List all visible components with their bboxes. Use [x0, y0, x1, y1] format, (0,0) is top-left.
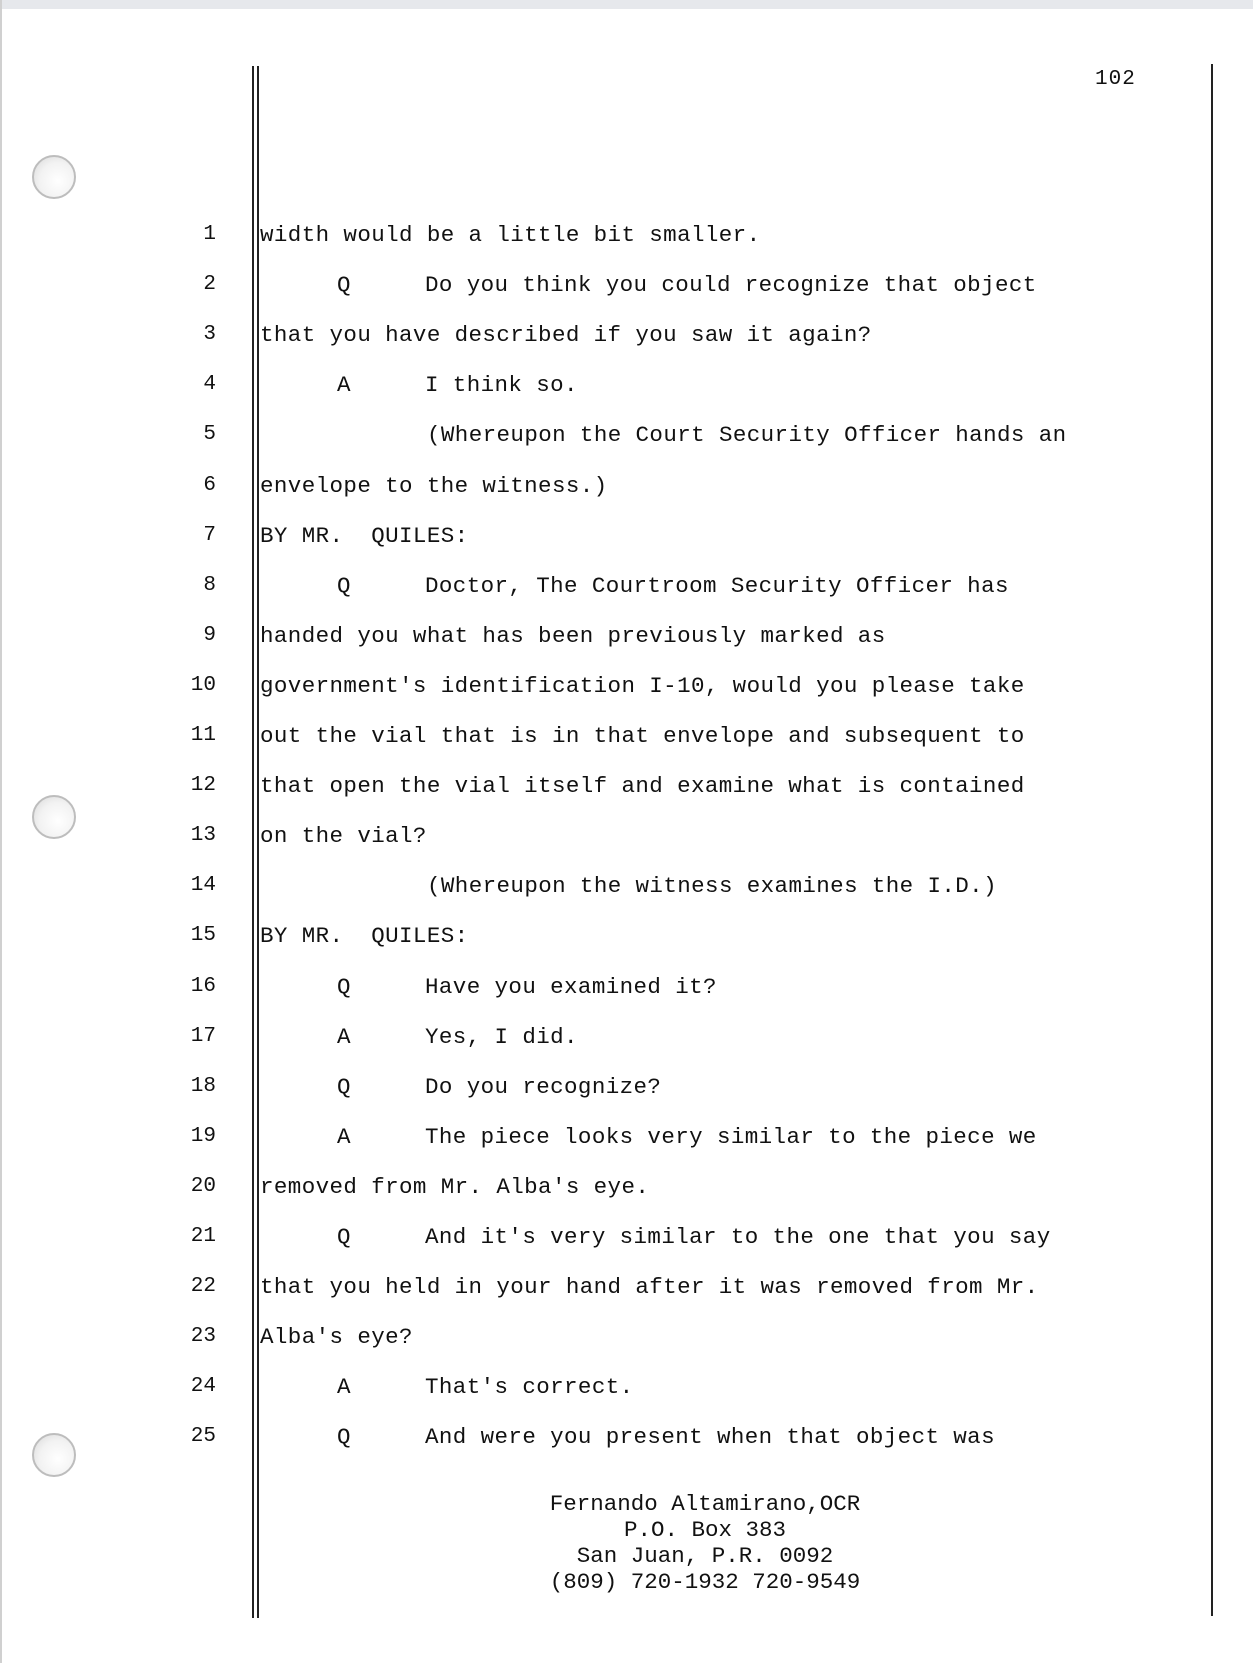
line-number: 20 — [190, 1174, 216, 1198]
punch-hole-top — [32, 155, 76, 199]
page-number: 102 — [1095, 68, 1136, 91]
speaker-marker: A — [337, 1123, 351, 1150]
speaker-marker: Q — [337, 1424, 351, 1451]
line-number: 25 — [190, 1425, 216, 1449]
speaker-marker: A — [337, 1023, 351, 1050]
reporter-address: P.O. Box 383 — [623, 1517, 787, 1543]
transcript-line — [0, 1167, 1253, 1207]
line-number: 2 — [203, 273, 216, 297]
line-number: 3 — [203, 323, 216, 347]
line-text: And were you present when that object was — [425, 1424, 995, 1451]
line-number: 4 — [203, 373, 216, 397]
line-number: 23 — [190, 1325, 216, 1349]
line-number: 6 — [203, 473, 216, 497]
line-text: That's correct. — [425, 1374, 634, 1401]
line-text: Do you recognize? — [425, 1073, 662, 1100]
line-text: Have you examined it? — [425, 973, 717, 1000]
transcript-line — [0, 415, 1253, 455]
transcript-line — [0, 766, 1253, 806]
transcript-line — [0, 1017, 1253, 1057]
speaker-marker: Q — [337, 1073, 351, 1100]
parenthetical-remark: (Whereupon the witness examines the I.D.) — [427, 873, 997, 900]
line-text: handed you what has been previously marked as — [260, 622, 886, 649]
line-text: that you held in your hand after it was removed from Mr. — [260, 1274, 1039, 1301]
line-text: width would be a little bit smaller. — [260, 222, 761, 248]
speaker-marker: A — [337, 1374, 351, 1401]
line-number: 24 — [190, 1375, 216, 1399]
line-number: 18 — [190, 1074, 216, 1098]
transcript-line — [0, 466, 1253, 506]
line-text: And it's very similar to the one that you say — [425, 1224, 1051, 1250]
line-text: Doctor, The Courtroom Security Officer has — [425, 572, 1009, 599]
transcript-line — [0, 1317, 1253, 1357]
transcript-line — [0, 1217, 1253, 1257]
line-number: 22 — [190, 1275, 216, 1299]
transcript-line — [0, 967, 1253, 1007]
line-number: 16 — [190, 974, 216, 998]
line-number: 14 — [190, 874, 216, 898]
line-text: Yes, I did. — [425, 1023, 578, 1050]
transcript-line — [0, 265, 1253, 305]
reporter-footer — [430, 1491, 980, 1595]
line-number: 9 — [203, 623, 216, 647]
line-number: 21 — [190, 1225, 216, 1248]
line-text: BY MR. QUILES: — [260, 923, 469, 950]
line-text: removed from Mr. Alba's eye. — [260, 1173, 650, 1200]
transcript-line — [0, 866, 1253, 906]
line-number: 15 — [190, 924, 216, 948]
line-text: out the vial that is in that envelope and subsequent to — [260, 723, 1025, 749]
reporter-name: Fernando Altamirano,OCR — [549, 1491, 861, 1517]
line-number: 7 — [203, 523, 216, 547]
transcript-line — [0, 616, 1253, 656]
transcript-line — [0, 1267, 1253, 1307]
line-text: Alba's eye? — [260, 1324, 413, 1351]
transcript-line — [0, 1117, 1253, 1157]
page-top-edge — [0, 0, 1253, 9]
speaker-marker: Q — [337, 1224, 351, 1250]
line-text: envelope to the witness.) — [260, 472, 608, 499]
transcript-line — [0, 716, 1253, 756]
speaker-marker: Q — [337, 272, 351, 299]
line-number: 1 — [203, 223, 216, 246]
transcript-line — [0, 516, 1253, 556]
line-text: The piece looks very similar to the piece we — [425, 1123, 1037, 1150]
parenthetical-remark: (Whereupon the Court Security Officer hands an — [427, 422, 1067, 449]
transcript-line — [0, 666, 1253, 706]
line-number: 13 — [190, 824, 216, 848]
transcript-line — [0, 215, 1253, 255]
line-text: government's identification I-10, would you please take — [260, 672, 1025, 699]
transcript-line — [0, 1417, 1253, 1457]
line-number: 19 — [190, 1124, 216, 1148]
transcript-line — [0, 1067, 1253, 1107]
line-number: 5 — [203, 423, 216, 447]
line-number: 12 — [190, 774, 216, 798]
transcript-line — [0, 1367, 1253, 1407]
transcript-line — [0, 816, 1253, 856]
line-text: I think so. — [425, 372, 578, 399]
line-text: BY MR. QUILES: — [260, 522, 469, 549]
reporter-city: San Juan, P.R. 0092 — [576, 1543, 834, 1569]
line-number: 17 — [190, 1024, 216, 1048]
speaker-marker: Q — [337, 973, 351, 1000]
line-text: Do you think you could recognize that object — [425, 272, 1037, 299]
line-number: 10 — [190, 673, 216, 697]
speaker-marker: A — [337, 372, 351, 399]
line-text: on the vial? — [260, 823, 427, 850]
transcript-line — [0, 916, 1253, 956]
reporter-phone: (809) 720-1932 720-9549 — [549, 1569, 861, 1595]
line-number: 11 — [190, 724, 216, 747]
transcript-line — [0, 365, 1253, 405]
line-number: 8 — [203, 573, 216, 597]
transcript-line — [0, 315, 1253, 355]
speaker-marker: Q — [337, 572, 351, 599]
transcript-line — [0, 566, 1253, 606]
line-text: that open the vial itself and examine what is contained — [260, 773, 1025, 800]
line-text: that you have described if you saw it again? — [260, 322, 872, 349]
